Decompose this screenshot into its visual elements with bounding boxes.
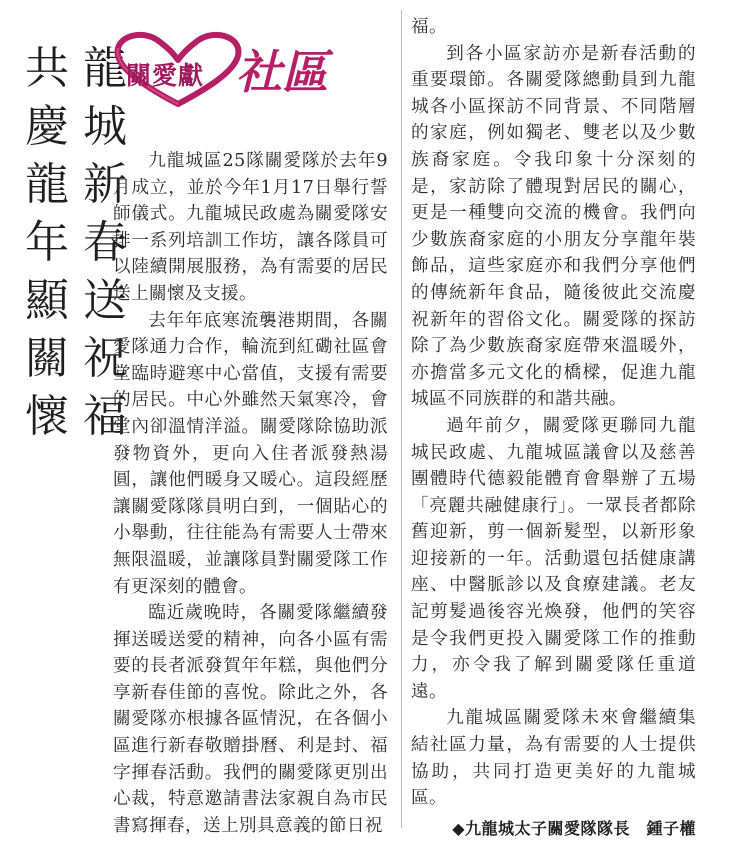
headline-char: 慶 xyxy=(25,101,69,152)
article-paragraph: 過年前夕，關愛隊更聯同九龍城民政處、九龍城區議會以及慈善團體時代德毅能體育會舉辦了五場「亮麗共融健康行」。一眾長者都除舊迎新，剪一個新髮型，以新形象迎接新的一年。活動還包括健康講座、中醫脈診以及食療建議。老友記剪髮過後容光煥發，他們的笑容是令我們更投入關愛隊工作的推動力，亦令我了解到關愛隊任重道遠。 xyxy=(411,415,696,702)
article-right-column xyxy=(411,14,696,842)
author-byline: ◆九龍城太子關愛隊隊長 鍾子權 xyxy=(452,818,696,838)
headline-char: 龍 xyxy=(83,43,127,94)
article-paragraph: 到各小區家訪亦是新春活動的重要環節。各關愛隊總動員到九龍城各小區探訪不同背景、不同階層的家庭，例如獨老、雙老以及少數族裔家庭。令我印象十分深刻的是，家訪除了體現對居民的關心，更是一種雙向交流的機會。我們向少數族裔家庭的小朋友分享龍年裝飾品，這些家庭亦和我們分享他們的傳統新年食品，隨後彼此交流慶祝新年的習俗文化。關愛隊的探訪除了為少數族裔家庭帶來溫暖外，亦擔當多元文化的橋樑，促進九龍城區不同族群的和諧共融。 xyxy=(411,43,696,410)
article-paragraph: 九龍城區25隊關愛隊於去年9月成立，並於今年1月17日舉行誓師儀式。九龍城民政處為關愛隊安排一系列培訓工作坊，讓各隊員可以陸續開展服務，為有需要的居民送上關懷及支援。 xyxy=(113,151,388,304)
column-logo xyxy=(108,22,368,112)
article-continuation: 福。 xyxy=(411,17,447,37)
headline-line-2 xyxy=(22,40,72,446)
headline-char: 懷 xyxy=(25,391,69,442)
headline-char: 城 xyxy=(83,101,127,152)
logo-text-main: 關愛獻 xyxy=(126,61,205,90)
article-paragraph: 臨近歲晚時，各關愛隊繼續發揮送暖送愛的精神，向各小區有需要的長者派發賀年年糕，與他們分享新春佳節的喜悅。除此之外，各關愛隊亦根據各區情況，在各個小區進行新春敬贈掛曆、利是封、福字揮春活動。我們的關愛隊更別出心裁，特意邀請書法家親自為市民書寫揮春，送上別具意義的節日祝 xyxy=(113,603,388,836)
headline-char: 祝 xyxy=(83,333,127,384)
logo-text-accent: 社區 xyxy=(236,45,328,99)
article-paragraph: 九龍城區關愛隊未來會繼續集結社區力量，為有需要的人士提供協助，共同打造更美好的九龍城區。 xyxy=(411,708,696,809)
headline-char: 共 xyxy=(25,43,69,94)
column-divider xyxy=(401,10,402,828)
headline-char: 福 xyxy=(83,391,127,442)
headline-char: 關 xyxy=(25,333,69,384)
headline-char: 顯 xyxy=(25,275,69,326)
article-paragraph: 去年年底寒流襲港期間，各關愛隊通力合作，輪流到紅磡社區會堂臨時避寒中心當值，支援有需要的居民。中心外雖然天氣寒冷，會堂內卻溫情洋溢。關愛隊除協助派發物資外，更向入住者派發熱湯圓，讓他們暖身又暖心。這段經歷讓關愛隊隊員明白到，一個貼心的小舉動，往往能為有需要人士帶來無限溫暖，並讓隊員對關愛隊工作有更深刻的體會。 xyxy=(113,310,388,597)
headline-char: 龍 xyxy=(25,159,69,210)
headline-char: 新 xyxy=(83,159,127,210)
article-left-column xyxy=(113,148,388,839)
headline-char: 送 xyxy=(83,275,127,326)
headline-char: 春 xyxy=(83,217,127,268)
headline-char: 年 xyxy=(25,217,69,268)
